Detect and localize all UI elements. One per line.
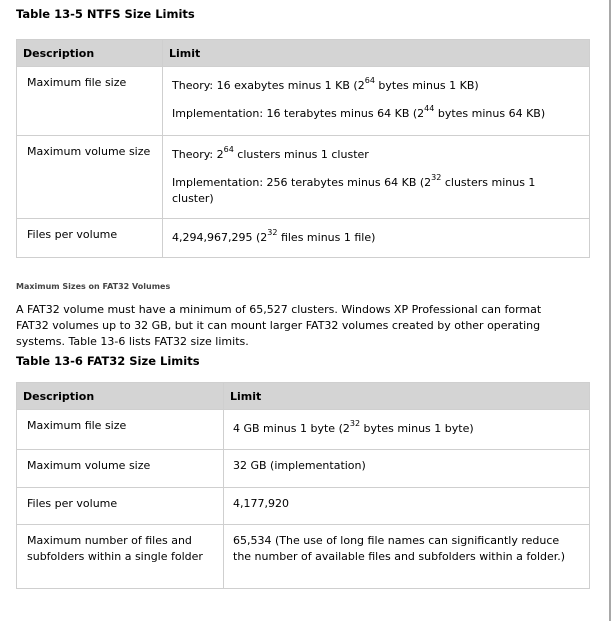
limit-line: 32 GB (implementation): [233, 459, 366, 472]
table-row: [17, 136, 590, 219]
limit-line: Implementation: 256 terabytes minus 64 KB ($2^{32}$ clusters minus 1 cluster): [172, 173, 536, 205]
row-limit: [224, 525, 590, 589]
column-header-description: Description: [17, 40, 163, 67]
row-description: Files per volume: [17, 219, 163, 258]
fat32-table-caption: Table 13-6 FAT32 Size Limits: [16, 354, 200, 368]
table-row: [17, 525, 590, 589]
table-header-row: [17, 383, 590, 410]
row-description: Maximum volume size: [17, 450, 224, 488]
limit-line: 4 GB minus 1 byte ($2^{32}$ bytes minus 1 byte): [233, 419, 474, 435]
limit-line: 65,534 (The use of long file names can significantly reduce the number of available files and subfolders within a folder.): [233, 534, 566, 563]
row-limit: [163, 136, 590, 219]
row-description: Maximum file size: [17, 67, 163, 136]
ntfs-size-limits-table: [16, 39, 590, 258]
row-limit: [163, 219, 590, 258]
table-row: [17, 410, 590, 450]
limit-line: Theory: $2^{64}$ clusters minus 1 cluster: [172, 145, 369, 161]
row-limit: [224, 450, 590, 488]
row-description: Maximum number of files and subfolders within a single folder: [17, 525, 224, 589]
document-content: [16, 0, 589, 589]
limit-line: Theory: 16 exabytes minus 1 KB ($2^{64}$ bytes minus 1 KB): [172, 76, 479, 92]
table-row: [17, 67, 590, 136]
table-row: [17, 488, 590, 525]
row-limit: [163, 67, 590, 136]
row-description: Files per volume: [17, 488, 224, 525]
ntfs-table-caption: Table 13-5 NTFS Size Limits: [16, 7, 195, 21]
column-header-limit: Limit: [163, 40, 590, 67]
column-header-description: Description: [17, 383, 224, 410]
limit-line: Implementation: 16 terabytes minus 64 KB ($2^{44}$ bytes minus 64 KB): [172, 104, 546, 120]
fat32-size-limits-table: [16, 382, 590, 589]
table-header-row: [17, 40, 590, 67]
limit-line: 4,177,920: [233, 497, 289, 510]
table-row: [17, 219, 590, 258]
row-limit: [224, 488, 590, 525]
column-header-limit: Limit: [224, 383, 590, 410]
row-description: Maximum volume size: [17, 136, 163, 219]
section-heading: Maximum Sizes on FAT32 Volumes: [16, 282, 171, 291]
row-limit: [224, 410, 590, 450]
section-paragraph: A FAT32 volume must have a minimum of 65,527 clusters. Windows XP Professional can format FAT32 volumes up to 32 GB, but it can mount larger FAT32 volumes created by other operating systems. Table 13-6 lists FAT32 size limits.: [16, 303, 542, 348]
table-row: [17, 450, 590, 488]
limit-line: 4,294,967,295 ($2^{32}$ files minus 1 file): [172, 228, 376, 244]
row-description: Maximum file size: [17, 410, 224, 450]
